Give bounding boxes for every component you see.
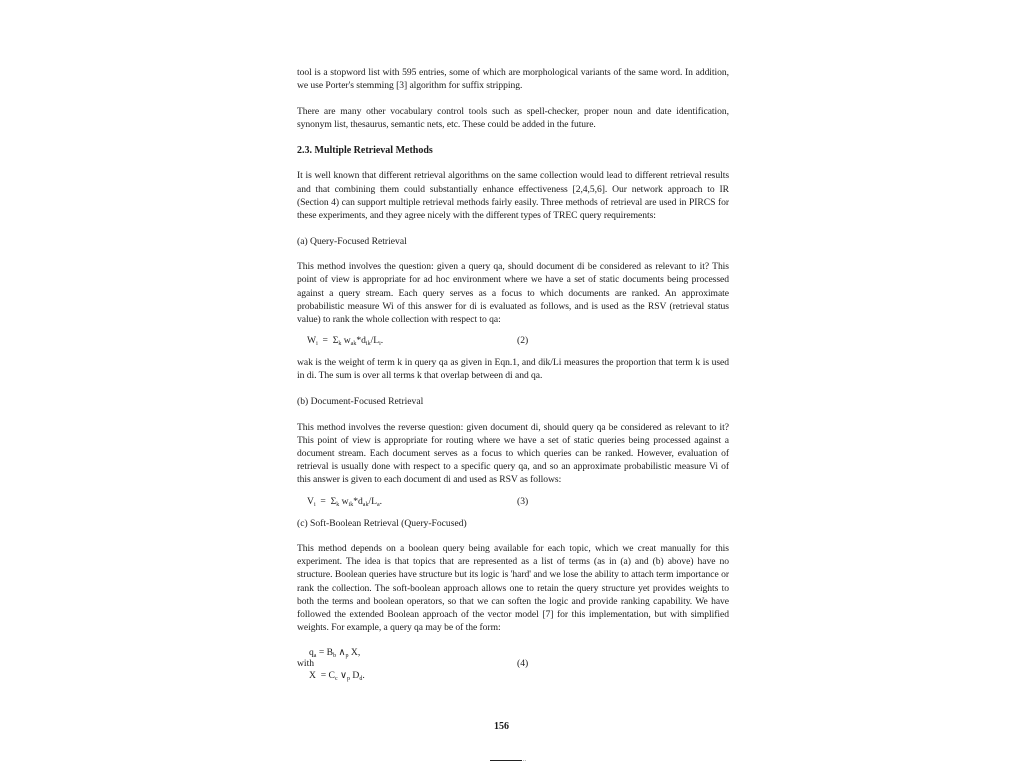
footer-rule (490, 760, 522, 761)
equation-4-with: with (297, 657, 315, 669)
equation-3-number: (3) (517, 495, 529, 507)
equation-2-formula: $W_i = \Sigma_k$ $w_{ak}*d_{ik}/L_i$. (307, 335, 384, 348)
method-a-body: This method involves the question: given a query qa, should document di be considered as relevant to it? This point of view is appropriate for ad hoc environment where we have a set of static documents being processed against a query stream. Each query serves as a focus to which documents are ranked. An approximate probabilistic measure Wi of this answer for di is evaluated as follows, and is used as the RSV (retrieval status value) to rank the whole collection with respect to qa: (297, 261, 729, 325)
equation-4-number: (4) (517, 657, 529, 669)
equation-4-line-2: $X = C_c$ $\vee_p$ $D_d$. (309, 669, 365, 682)
method-c-title: (c) Soft-Boolean Retrieval (Query-Focused) (297, 517, 467, 529)
equation-3 (297, 495, 729, 509)
paragraph-vocabulary-tools: There are many other vocabulary control tools such as spell-checker, proper noun and date identification, synonym list, thesaurus, semantic nets, etc. These could be added in the future. (297, 105, 729, 131)
method-a-title: (a) Query-Focused Retrieval (297, 235, 407, 247)
equation-2 (297, 334, 729, 348)
equation-4-line-1: $q_a = B_b$ $\wedge_p$ X, (309, 646, 361, 659)
equation-3-formula: $V_i = \Sigma_k$ $w_{ik}*d_{ak}/L_a$. (307, 495, 383, 508)
method-b-title: (b) Document-Focused Retrieval (297, 396, 424, 408)
method-a-explanation: wak is the weight of term k in query qa as given in Eqn.1, and dik/Li measures the proportion that term k is used in di. The sum is over all terms k that overlap between di and qa. (297, 357, 729, 382)
paper-page (297, 66, 729, 685)
method-b-body: This method involves the reverse question: given document di, should query qa be considered as relevant to it? This point of view is appropriate for routing where we have a set of static queries being processed against a document stream. Each document serves as a focus to which queries can be ranked. However, evaluation of retrieval is usually done with respect to a specific query qa, and so an approximate probabilistic measure Vi of this answer is given to each document di and used as RSV as follows: (297, 421, 729, 486)
equation-2-number: (2) (517, 335, 529, 347)
section-heading: 2.3. Multiple Retrieval Methods (297, 144, 433, 156)
page-number: 156 (494, 721, 509, 732)
paragraph-stopword: tool is a stopword list with 595 entries, some of which are morphological variants of the same word. In addition, we use Porter's stemming [3] algorithm for suffix stripping. (297, 67, 729, 92)
method-c-body: This method depends on a boolean query being available for each topic, which we creat manually for this experiment. The idea is that topics that are represented as a list of terms (as in (a) and (b) above) have no structure. Boolean queries have structure but its logic is 'hard' and we lose the ability to attach term importance or rank the collection. The soft-boolean approach allows one to retain the query structure yet provides weights to both the terms and boolean operators, so that we can soften the logic and provide ranking capability. We have followed the extended Boolean approach of the vector model [7] for this implementation, but with simplified weights. For example, a query qa may be of the form: (297, 543, 729, 634)
footer-dots: .. (523, 757, 526, 763)
equation-4 (297, 647, 729, 685)
section-intro: It is well known that different retrieval algorithms on the same collection would lead to different retrieval results and that combining them could substantially enhance effectiveness [2,4,5,6]. Our network approach to IR (Section 4) can support multiple retrieval methods fairly easily. Three methods of retrieval are used in PIRCS for these experiments, and they agree nicely with the different types of TREC query requirements: (297, 170, 729, 221)
